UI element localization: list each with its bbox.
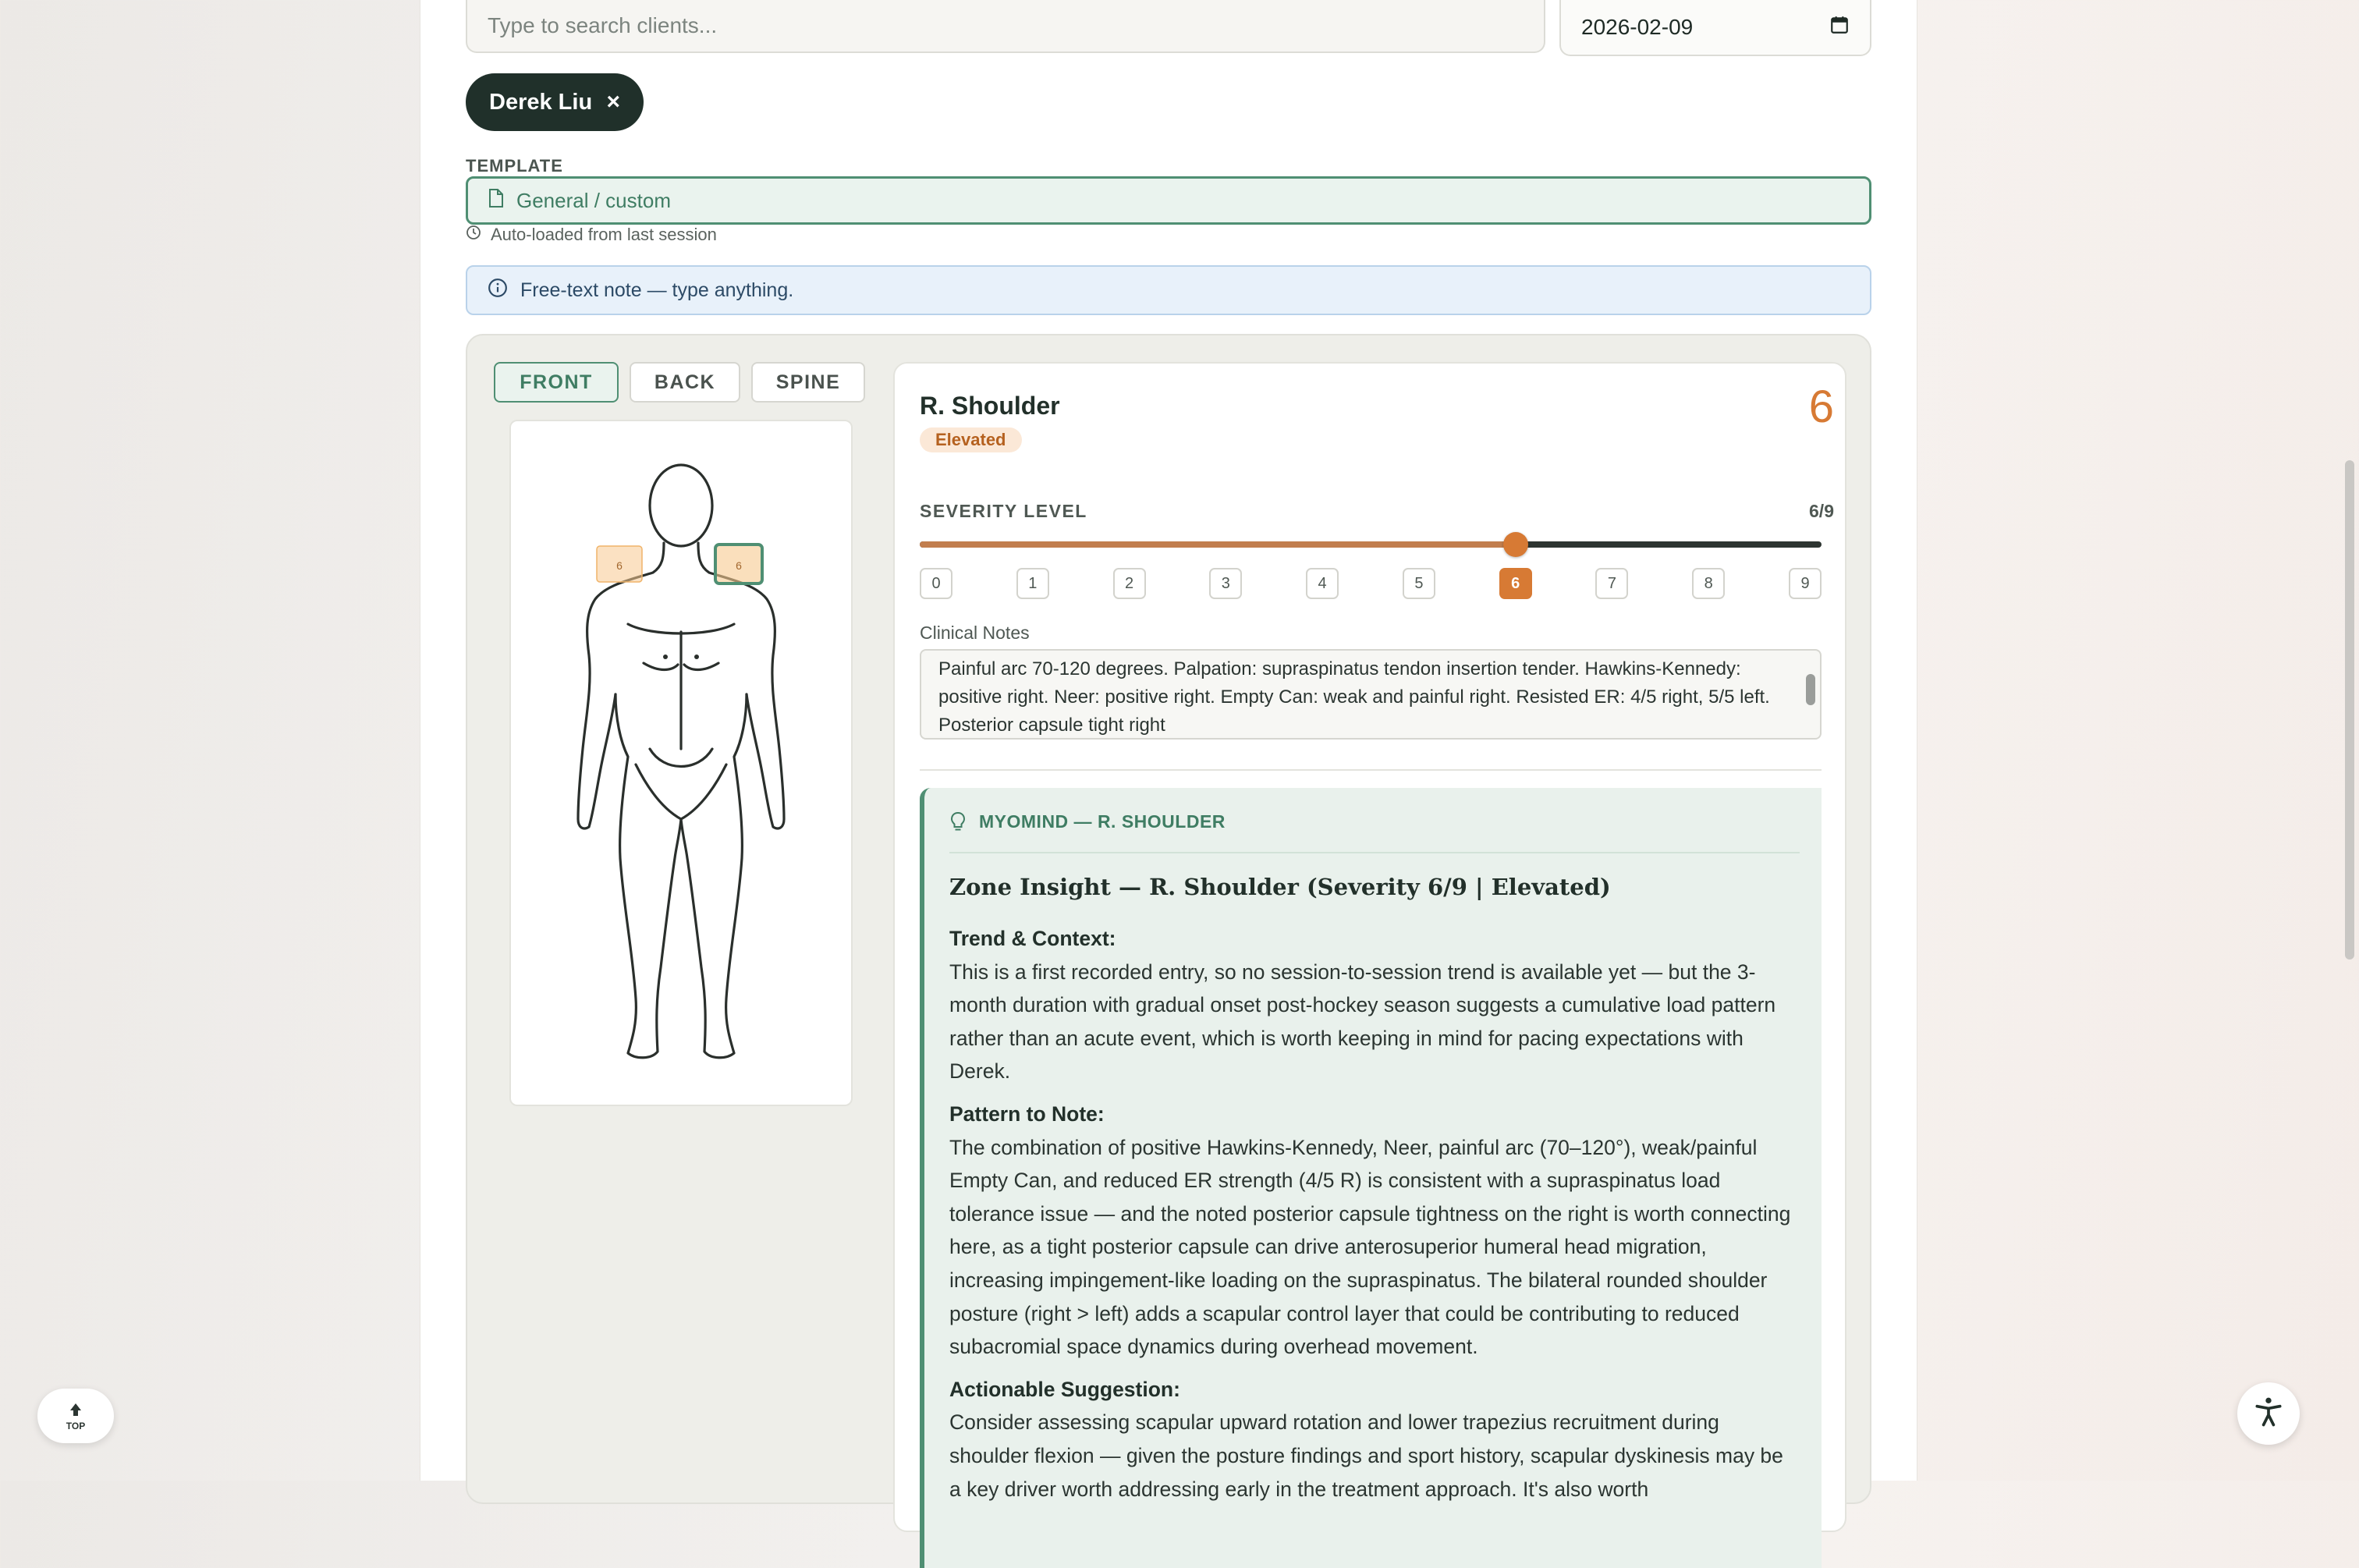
session-form: [420, 0, 1917, 1501]
severity-slider[interactable]: [920, 541, 1822, 548]
insight-header: [949, 811, 1800, 853]
arrow-up-icon: [67, 1401, 84, 1421]
body-diagram: [509, 420, 853, 1106]
divider: [920, 769, 1822, 771]
severity-level-1-button[interactable]: 1: [1016, 568, 1049, 599]
clinical-notes-text: Painful arc 70-120 degrees. Palpation: supraspinatus tendon insertion tender. Hawkins-Kennedy: positive right. Neer: positive right. Empty Can: weak and painful right. Resisted ER: 4/5 right, 5/5 left. Posterior capsule tight right: [938, 658, 1770, 736]
remove-client-icon[interactable]: ×: [606, 89, 620, 115]
insight-header-text: MYOMIND — R. SHOULDER: [979, 811, 1226, 832]
status-badge: Elevated: [920, 427, 1022, 452]
marker-left-shoulder-label: 6: [616, 559, 623, 572]
search-placeholder: Type to search clients...: [488, 13, 718, 37]
lightbulb-icon: [949, 811, 967, 836]
severity-level-7-button[interactable]: 7: [1595, 568, 1628, 599]
document-icon: [488, 189, 504, 213]
template-select[interactable]: [466, 176, 1871, 225]
info-icon: [488, 278, 508, 303]
severity-level-buttons: [920, 568, 1822, 601]
client-name: Derek Liu: [489, 89, 593, 115]
clinical-notes-label: Clinical Notes: [920, 623, 1030, 643]
zone-detail-card: [893, 362, 1846, 1532]
notes-scrollbar[interactable]: [1806, 674, 1815, 705]
insight-title: Zone Insight — R. Shoulder (Severity 6/9 | Elevated): [949, 874, 1611, 900]
clinical-notes-textarea[interactable]: [920, 649, 1822, 740]
severity-value: 6/9: [1809, 501, 1834, 521]
top-label: TOP: [66, 1420, 86, 1431]
date-value: 2026-02-09: [1581, 15, 1694, 39]
scroll-to-top-button[interactable]: [37, 1389, 114, 1443]
severity-level-9-button[interactable]: 9: [1789, 568, 1822, 599]
severity-level-6-button[interactable]: 6: [1499, 568, 1532, 599]
info-banner-text: Free-text note — type anything.: [520, 278, 794, 301]
client-search-input[interactable]: [466, 0, 1545, 53]
severity-level-2-button[interactable]: 2: [1113, 568, 1146, 599]
page-scrollbar[interactable]: [2345, 460, 2354, 960]
zone-title: R. Shoulder: [920, 392, 1060, 420]
template-value: General / custom: [516, 188, 671, 212]
insight-card: [920, 788, 1822, 1568]
marker-right-shoulder-label: 6: [736, 559, 742, 572]
insight-section-heading: Actionable Suggestion:: [949, 1377, 1180, 1401]
insight-section-heading: Pattern to Note:: [949, 1102, 1105, 1126]
template-hint: [466, 225, 717, 245]
accessibility-button[interactable]: [2237, 1382, 2300, 1445]
insight-section-body: Consider assessing scapular upward rotation and lower trapezius recruitment during shoulder flexion — given the posture findings and sport history, scapular dyskinesis may be a key driver worth addressing early in the treatment approach. It's also worth: [949, 1410, 1783, 1501]
zone-severity-number: 6: [1808, 381, 1834, 432]
body-map-panel: [466, 334, 1871, 1504]
insight-section-heading: Trend & Context:: [949, 927, 1116, 950]
severity-level-8-button[interactable]: 8: [1692, 568, 1725, 599]
insight-section-body: This is a first recorded entry, so no session-to-session trend is available yet — but the 3-month duration with gradual onset post-hockey season suggests a cumulative load pattern rather than an acute event, which is worth keeping in mind for pacing expectations with Derek.: [949, 960, 1776, 1084]
view-tabs: [494, 362, 865, 403]
template-label: TEMPLATE: [466, 156, 563, 176]
severity-level-3-button[interactable]: 3: [1209, 568, 1242, 599]
accessibility-icon: [2251, 1395, 2286, 1433]
severity-level-4-button[interactable]: 4: [1306, 568, 1339, 599]
tab-front[interactable]: FRONT: [494, 362, 619, 403]
clock-icon: [466, 225, 481, 245]
selected-client-chip: [466, 73, 644, 131]
info-banner: [466, 265, 1871, 315]
tab-spine[interactable]: SPINE: [751, 362, 865, 403]
severity-level-5-button[interactable]: 5: [1403, 568, 1435, 599]
insight-body: [949, 922, 1800, 1515]
severity-slider-thumb[interactable]: [1503, 532, 1528, 557]
tab-back[interactable]: BACK: [630, 362, 740, 403]
severity-slider-fill: [920, 541, 1516, 548]
severity-level-0-button[interactable]: 0: [920, 568, 952, 599]
body-figure: [511, 421, 851, 1105]
insight-section-body: The combination of positive Hawkins-Kennedy, Neer, painful arc (70–120°), weak/painful Empty Can, and reduced ER strength (4/5 R) is consistent with a supraspinatus load tolerance issue — and the noted posterior capsule tightness on the right is worth connecting here, as a tight posterior capsule can drive anterosuperior humeral head migration, increasing impingement-like loading on the supraspinatus. The bilateral rounded shoulder posture (right > left) adds a scapular control layer that could be contributing to reduced subacromial space dynamics during overhead movement.: [949, 1135, 1791, 1359]
severity-label: SEVERITY LEVEL: [920, 501, 1087, 521]
session-date-input[interactable]: [1559, 0, 1871, 56]
template-hint-text: Auto-loaded from last session: [491, 225, 717, 244]
calendar-icon[interactable]: [1829, 15, 1850, 41]
